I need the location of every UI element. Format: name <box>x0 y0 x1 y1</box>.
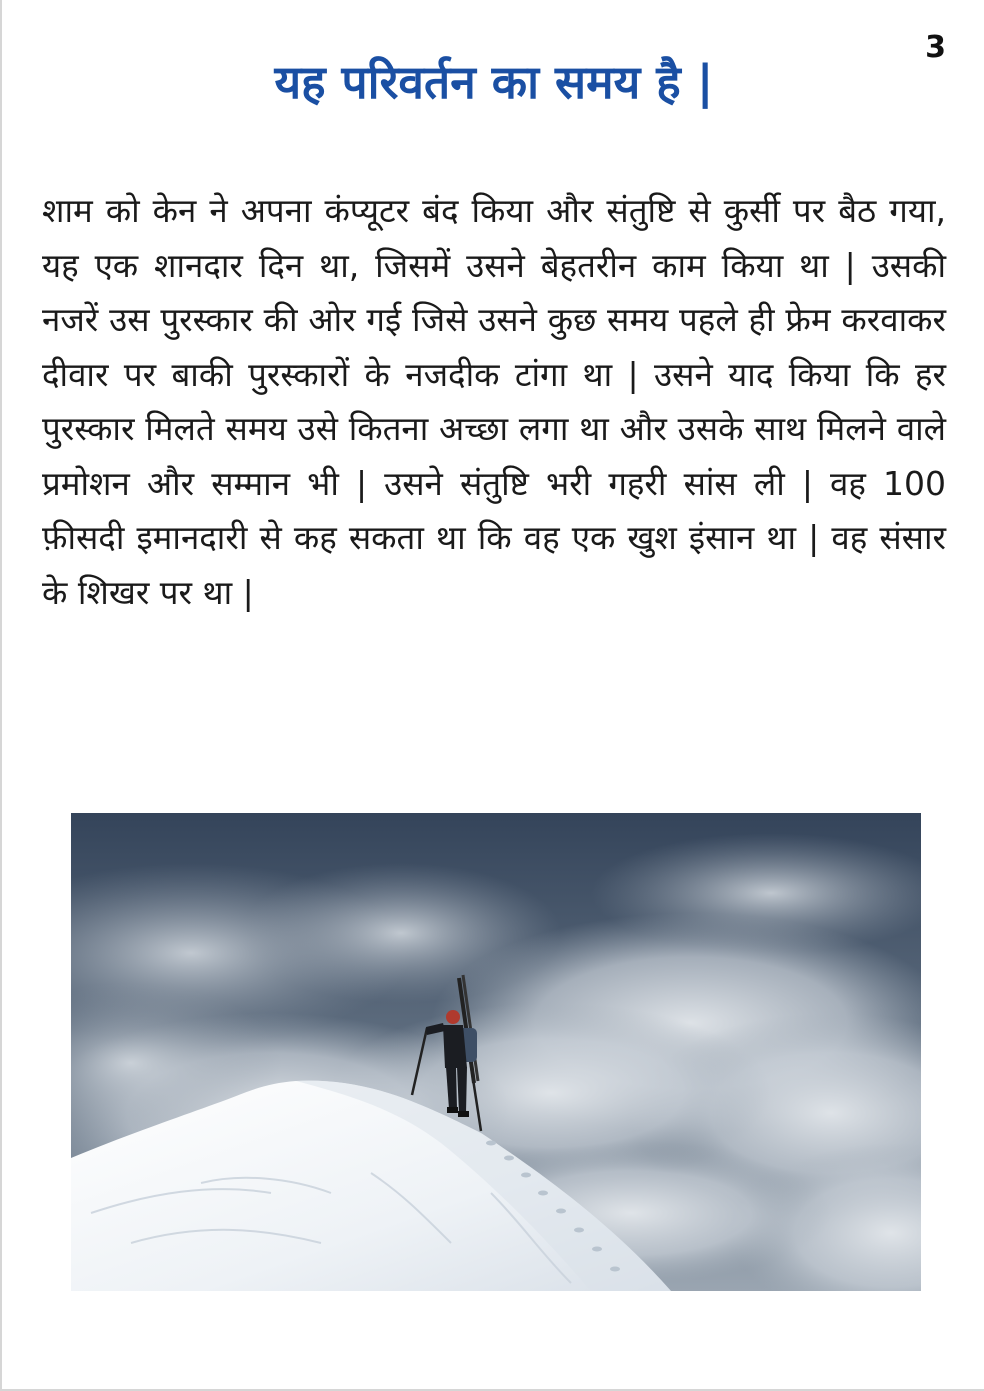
page-number: 3 <box>925 30 946 65</box>
mountain-summit-photo <box>71 813 921 1291</box>
body-paragraph: शाम को केन ने अपना कंप्यूटर बंद किया और संतुष्टि से कुर्सी पर बैठ गया, यह एक शानदार दिन था, जिसमें उसने बेहतरीन काम किया था | उसकी नजरें उस पुरस्कार की ओर गई जिसे उसने कुछ समय पहले ही फ्रेम करवाकर दीवार पर बाकी पुरस्कारों के नजदीक टांगा था | उसने याद किया कि हर पुरस्कार मिलते समय उसे कितना अच्छा लगा था और उसके साथ मिलने वाले प्रमोशन और सम्मान भी | उसने संतुष्टि भरी गहरी सांस ली | वह 100 फ़ीसदी इमानदारी से कह सकता था कि वह एक खुश इंसान था | वह संसार के शिखर पर था | <box>42 191 946 612</box>
mountain-climber-illustration <box>71 813 921 1291</box>
page-title: यह परिवर्तन का समय है | <box>274 55 714 109</box>
